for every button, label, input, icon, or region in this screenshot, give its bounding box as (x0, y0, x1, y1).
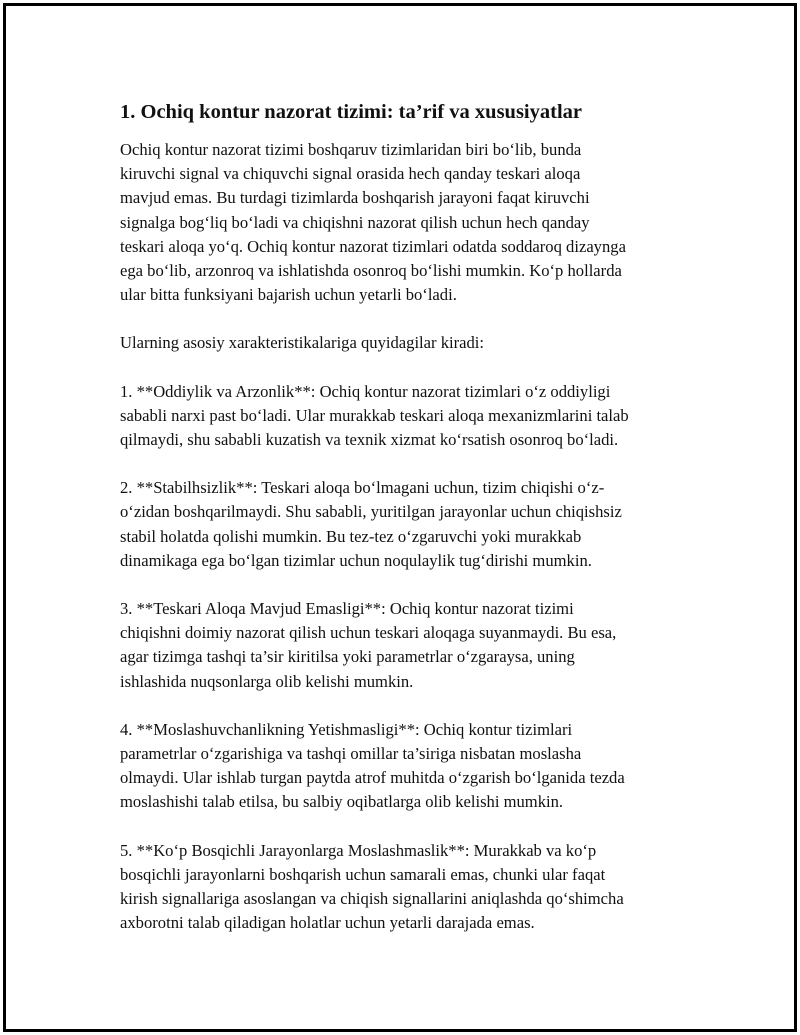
characteristics-intro-paragraph (120, 331, 700, 355)
text-line: ega bo‘lib, arzonroq va ishlatishda osonroq bo‘lishi mumkin. Ko‘p hollarda (120, 261, 622, 281)
text-line: axborotni talab qiladigan holatlar uchun yetarli darajada emas. (120, 913, 535, 933)
text-line: moslashishi talab etilsa, bu salbiy oqibatlarga olib kelishi mumkin. (120, 792, 564, 812)
text-line: stabil holatda qolishi mumkin. Bu tez-tez o‘zgaruvchi yoki murakkab (120, 526, 582, 546)
list-item-2-paragraph (120, 476, 700, 573)
text-line: qilmaydi, shu sababli kuzatish va texnik xizmat ko‘rsatish osonroq bo‘ladi. (120, 430, 619, 450)
text-line: 3. **Teskari Aloqa Mavjud Emasligi**: Ochiq kontur nazorat tizimi (120, 599, 574, 619)
list-item-1-paragraph (120, 380, 700, 453)
list-item-3-paragraph (120, 597, 700, 694)
text-line: bosqichli jarayonlarni boshqarish uchun samarali emas, chunki ular faqat (120, 864, 606, 884)
text-line: kiruvchi signal va chiquvchi signal orasida hech qanday teskari aloqa (120, 164, 581, 184)
list-item-4-paragraph (120, 718, 700, 815)
text-line: parametrlar o‘zgarishiga va tashqi omillar ta’siriga nisbatan moslasha (120, 744, 582, 764)
text-line: Ochiq kontur nazorat tizimi boshqaruv tizimlaridan biri bo‘lib, bunda (120, 140, 582, 159)
text-line: chiqishni doimiy nazorat qilish uchun teskari aloqaga suyanmaydi. Bu esa, (120, 623, 617, 643)
text-line: ishlashida nuqsonlarga olib kelishi mumkin. (120, 671, 414, 691)
text-line: 4. **Moslashuvchanlikning Yetishmasligi**: Ochiq kontur tizimlari (120, 719, 573, 739)
document-body (120, 98, 700, 959)
text-line: 5. **Ko‘p Bosqichli Jarayonlarga Moslashmaslik**: Murakkab va ko‘p (120, 840, 597, 860)
list-item-5-paragraph (120, 839, 700, 936)
text-line: ular bitta funksiyani bajarish uchun yetarli bo‘ladi. (120, 285, 457, 305)
text-line: agar tizimga tashqi ta’sir kiritilsa yoki parametrlar o‘zgaraysa, uning (120, 647, 575, 667)
text-line: 1. **Oddiylik va Arzonlik**: Ochiq kontur nazorat tizimlari o‘z oddiyligi (120, 381, 611, 401)
text-line: dinamikaga ega bo‘lgan tizimlar uchun noqulaylik tug‘dirishi mumkin. (120, 550, 592, 570)
text-line: mavjud emas. Bu turdagi tizimlarda boshqarish jarayoni faqat kiruvchi (120, 188, 590, 208)
text-line: signalga bog‘liq bo‘ladi va chiqishni nazorat qilish uchun hech qanday (120, 212, 590, 232)
text-line: o‘zidan boshqarilmaydi. Shu sababli, yuritilgan jarayonlar uchun chiqishsiz (120, 502, 622, 522)
document-heading: 1. Ochiq kontur nazorat tizimi: ta’rif va xususiyatlar (120, 101, 582, 123)
page-frame (3, 3, 797, 1032)
intro-paragraph (120, 138, 700, 307)
text-line: olmaydi. Ular ishlab turgan paytda atrof muhitda o‘zgarish bo‘lganida tezda (120, 768, 625, 788)
text-line: teskari aloqa yo‘q. Ochiq kontur nazorat tizimlari odatda soddaroq dizaynga (120, 236, 626, 256)
text-line: Ularning asosiy xarakteristikalariga quyidagilar kiradi: (120, 333, 485, 353)
text-line: sababli narxi past bo‘ladi. Ular murakkab teskari aloqa mexanizmlarini talab (120, 405, 629, 425)
text-line: 2. **Stabilhsizlik**: Teskari aloqa bo‘lmagani uchun, tizim chiqishi o‘z- (120, 478, 605, 498)
text-line: kirish signallariga asoslangan va chiqish signallarini aniqlashda qo‘shimcha (120, 889, 624, 909)
